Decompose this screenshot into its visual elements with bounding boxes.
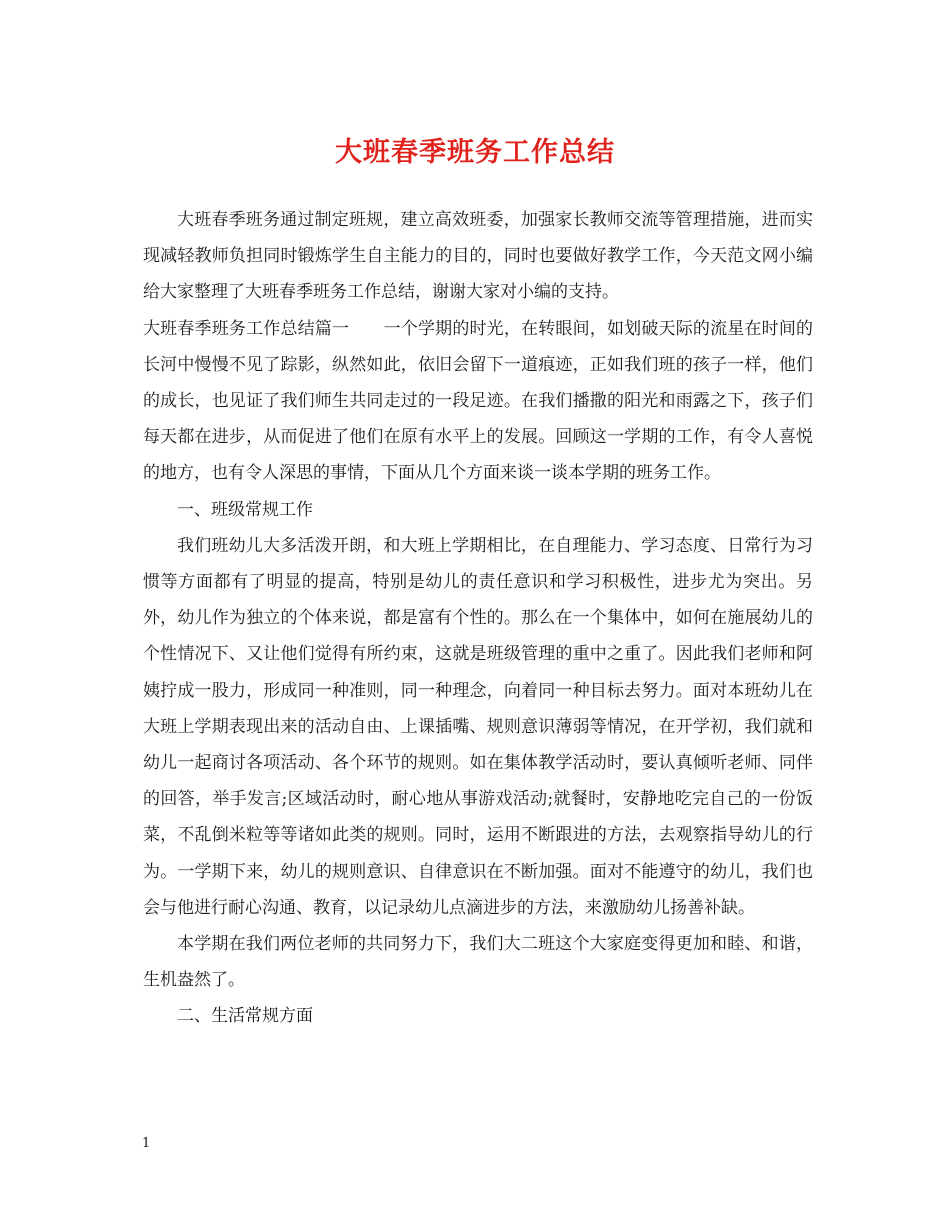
section-heading-class-routine: 一、班级常规工作: [177, 499, 313, 520]
page-title: 大班春季班务工作总结: [335, 137, 615, 168]
page-number: 1: [142, 1136, 151, 1151]
section-heading-life-routine: 二、生活常规方面: [177, 1006, 313, 1027]
paragraph-class-harmony: 本学期在我们两位老师的共同努力下，我们大二班这个大家庭变得更加和睦、和谐，生机盎然了。: [143, 934, 813, 991]
document-body: [143, 202, 813, 1035]
paragraph-part-one: 大班春季班务工作总结篇一 一个学期的时光，在转眼间，如划破天际的流星在时间的长河中慢慢不见了踪影，纵然如此，依旧会留下一道痕迹，正如我们班的孩子一样，他们的成长，也见证了我们师生共同走过的一段足迹。在我们播撒的阳光和雨露之下，孩子们每天都在进步，从而促进了他们在原有水平上的发展。回顾这一学期的工作，有令人喜悦的地方，也有令人深思的事情，下面从几个方面来谈一谈本学期的班务工作。: [143, 318, 813, 484]
paragraph-class-routine: 我们班幼儿大多活泼开朗，和大班上学期相比，在自理能力、学习态度、日常行为习惯等方面都有了明显的提高，特别是幼儿的责任意识和学习积极性，进步尤为突出。另外，幼儿作为独立的个体来说，都是富有个性的。那么在一个集体中，如何在施展幼儿的个性情况下、又让他们觉得有所约束，这就是班级管理的重中之重了。因此我们老师和阿姨拧成一股力，形成同一种准则，同一种理念，向着同一种目标去努力。面对本班幼儿在大班上学期表现出来的活动自由、上课插嘴、规则意识薄弱等情况，在开学初，我们就和幼儿一起商讨各项活动、各个环节的规则。如在集体教学活动时，要认真倾听老师、同伴的回答，举手发言;区域活动时，耐心地从事游戏活动;就餐时，安静地吃完自己的一份饭菜，不乱倒米粒等等诸如此类的规则。同时，运用不断跟进的方法，去观察指导幼儿的行为。一学期下来，幼儿的规则意识、自律意识在不断加强。面对不能遵守的幼儿，我们也会与他进行耐心沟通、教育，以记录幼儿点滴进步的方法，来激励幼儿扬善补缺。: [143, 535, 813, 918]
paragraph-intro: 大班春季班务通过制定班规，建立高效班委，加强家长教师交流等管理措施，进而实现减轻教师负担同时锻炼学生自主能力的目的，同时也要做好教学工作，今天范文网小编给大家整理了大班春季班务工作总结，谢谢大家对小编的支持。: [143, 210, 813, 303]
